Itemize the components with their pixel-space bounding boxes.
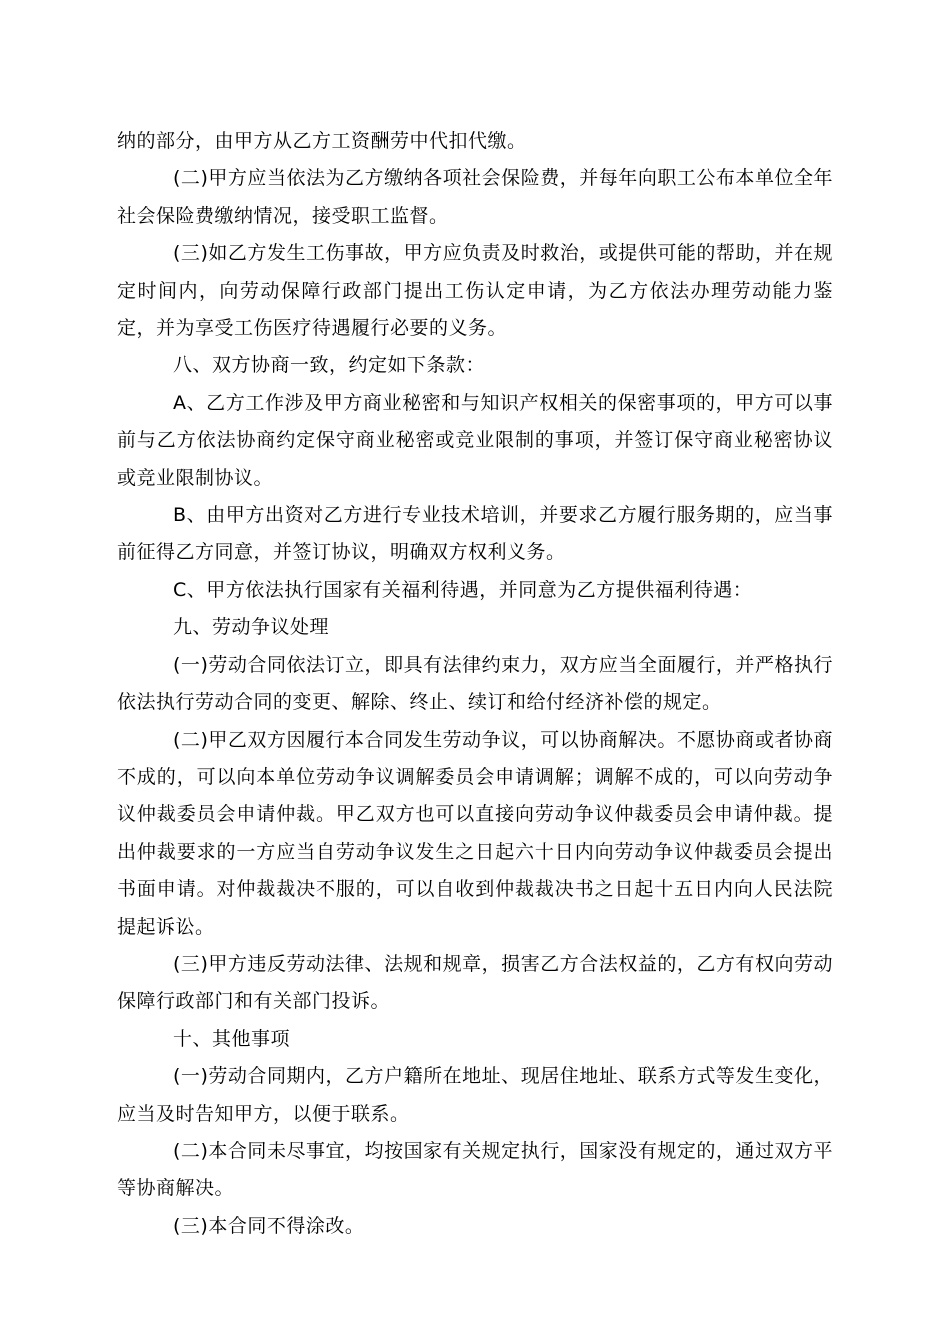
paragraph-clause-b: B、由甲方出资对乙方进行专业技术培训，并要求乙方履行服务期的，应当事前征得乙方同意，并签订协议，明确双方权利义务。 (117, 504, 833, 564)
document-body (117, 123, 833, 1245)
section-heading-eight: 八、双方协商一致，约定如下条款： (173, 354, 486, 377)
paragraph-withholding-clause: 纳的部分，由甲方从乙方工资酬劳中代扣代缴。 (117, 130, 527, 152)
paragraph-dispute-one: (一)劳动合同依法订立，即具有法律约束力，双方应当全面履行，并严格执行依法执行劳动合同的变更、解除、终止、续订和给付经济补偿的规定。 (117, 653, 833, 714)
paragraph-dispute-two: (二)甲乙双方因履行本合同发生劳动争议，可以协商解决。不愿协商或者协商不成的，可以向本单位劳动争议调解委员会申请调解；调解不成的，可以向劳动争议仲裁委员会申请仲裁。甲乙双方也可以直接向劳动争议仲裁委员会申请仲裁。提出仲裁要求的一方应当自劳动争议发生之日起六十日内向劳动争议仲裁委员会提出书面申请。对仲裁裁决不服的，可以自收到仲裁裁决书之日起十五日内向人民法院提起诉讼。 (117, 728, 833, 938)
paragraph-clause-c: C、甲方依法执行国家有关福利待遇，并同意为乙方提供福利待遇： (173, 578, 753, 601)
section-heading-ten: 十、其他事项 (173, 1027, 291, 1050)
paragraph-clause-a: A、乙方工作涉及甲方商业秘密和与知识产权相关的保密事项的，甲方可以事前与乙方依法协商约定保守商业秘密或竞业限制的事项，并签订保守商业秘密协议或竞业限制协议。 (117, 391, 833, 489)
paragraph-social-insurance: (二)甲方应当依法为乙方缴纳各项社会保险费，并每年向职工公布本单位全年社会保险费缴纳情况，接受职工监督。 (117, 167, 833, 227)
paragraph-other-three: (三)本合同不得涂改。 (173, 1214, 365, 1237)
paragraph-other-one: (一)劳动合同期内，乙方户籍所在地址、现居住地址、联系方式等发生变化，应当及时告知甲方，以便于联系。 (117, 1065, 833, 1125)
paragraph-dispute-three: (三)甲方违反劳动法律、法规和规章，损害乙方合法权益的，乙方有权向劳动保障行政部门和有关部门投诉。 (117, 952, 833, 1013)
paragraph-other-two: (二)本合同未尽事宜，均按国家有关规定执行，国家没有规定的，通过双方平等协商解决。 (117, 1139, 833, 1200)
paragraph-work-injury: (三)如乙方发生工伤事故，甲方应负责及时救治，或提供可能的帮助，并在规定时间内，向劳动保障行政部门提出工伤认定申请，为乙方依法办理劳动能力鉴定，并为享受工伤医疗待遇履行必要的义务。 (117, 242, 833, 340)
section-heading-nine: 九、劳动争议处理 (173, 616, 330, 639)
